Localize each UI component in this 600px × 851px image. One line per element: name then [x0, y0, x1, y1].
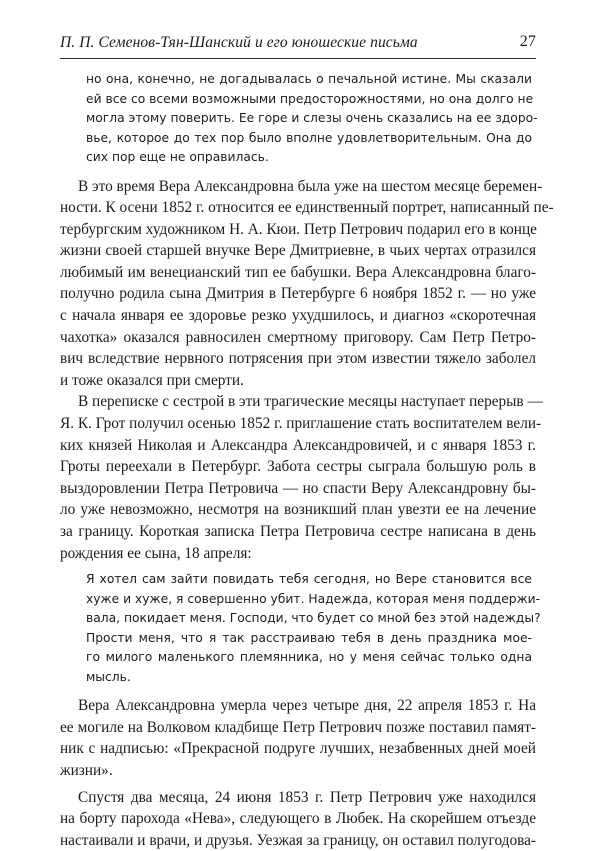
paragraph-3 [60, 695, 536, 781]
text-line: Я хотел сам зайти повидать тебя сегодня, но Вере становится все [86, 572, 532, 587]
running-title: П. П. Семенов-Тян-Шанский и его юношеские письма [60, 34, 418, 51]
text-line: могла этому поверить. Ее горе и слезы очень сказались на ее здоро- [86, 111, 538, 125]
text-line: чахотка» оказался равносилен смертному приговору. Сам Петр Петро- [60, 328, 536, 346]
text-line: вье, которое до тех пор было вполне удовлетворительным. Она до [86, 130, 532, 145]
paragraph-4 [60, 787, 536, 851]
text-line: с начала января ее здоровье резко ухудшилось, и диагноз «скоротечная [60, 307, 536, 325]
page-body [60, 70, 554, 851]
text-line: вич вследствие нервного потрясения при этом известии тяжело заболел [60, 350, 536, 368]
text-line: Прости меня, что я так расстраиваю тебя в день праздника мое- [86, 630, 532, 645]
text-line: ких князей Николая и Александра Александровичей, и с января 1853 г. [60, 436, 536, 454]
text-line: ности. К осени 1852 г. относится ее единственный портрет, написанный пе- [60, 199, 554, 217]
text-line: на борту парохода «Нева», следующего в Любек. На скорейшем отъезде [60, 810, 536, 828]
text-line: ло уже невозможно, несмотря на возникший план увезти ее на лечение [60, 501, 536, 519]
text-line: В это время Вера Александровна была уже на шестом месяце беремен- [78, 177, 543, 195]
text-line: ник с надписью: «Прекрасной подруге лучших, незабвенных дней моей [60, 740, 536, 758]
text-line: ее могиле на Волковом кладбище Петр Петрович позже поставил памят- [60, 718, 536, 736]
paragraph-2 [60, 391, 543, 564]
letter-quote-2 [60, 570, 541, 687]
text-line: любимый им венецианский тип ее бабушки. Вера Александровна благо- [60, 263, 536, 281]
text-line: мысль. [86, 669, 131, 684]
text-line: го милого маленького племянника, но у меня сейчас только одна [86, 650, 532, 665]
text-line: Спустя два месяца, 24 июня 1853 г. Петр Петрович уже находился [78, 788, 536, 806]
paragraph-1 [60, 176, 554, 392]
text-line: ей все со всеми возможными предосторожностями, но она долго не [86, 91, 534, 106]
text-line: настаивали и врачи, и друзья. Уезжая за границу, он оставил полугодова- [60, 831, 536, 849]
letter-quote-1 [60, 70, 536, 168]
text-line: сих пор еще не оправилась. [86, 150, 269, 164]
text-line: выздоровлении Петра Петровича — но спасти Веру Александровну бы- [60, 479, 536, 497]
text-line: вала, покидает меня. Господи, что будет со мной без этой надежды? [86, 611, 541, 626]
text-line: Вера Александровна умерла через четыре дня, 22 апреля 1853 г. На [78, 697, 536, 715]
page-number: 27 [519, 33, 536, 50]
text-line: рождения ее сына, 18 апреля: [60, 544, 252, 562]
text-line: и тоже оказался при смерти. [60, 371, 244, 389]
text-line: за границу. Короткая записка Петра Петровича сестре написана в день [60, 523, 536, 540]
text-line: Гроты переехали в Петербург. Забота сестры сыграла большую роль в [60, 458, 536, 476]
text-line: но она, конечно, не догадывалась о печальной истине. Мы сказали [86, 72, 532, 86]
text-line: тербургским художником Н. А. Кюи. Петр Петрович подарил его в конце [60, 220, 537, 238]
text-line: Я. К. Грот получил осенью 1852 г. приглашение стать воспитателем вели- [60, 415, 542, 433]
text-line: жизни». [60, 761, 113, 779]
running-header [60, 34, 536, 59]
text-line: В переписке с сестрой в эти трагические месяцы наступает перерыв — [78, 393, 543, 411]
text-line: хуже и хуже, я совершенно убит. Надежда, которая меня поддержи- [86, 591, 541, 606]
text-line: жизни своей старшей внучке Вере Дмитриевне, в чьих чертах отразился [60, 242, 536, 260]
text-line: получно родила сына Дмитрия в Петербурге 6 ноября 1852 г. — но уже [60, 285, 536, 303]
